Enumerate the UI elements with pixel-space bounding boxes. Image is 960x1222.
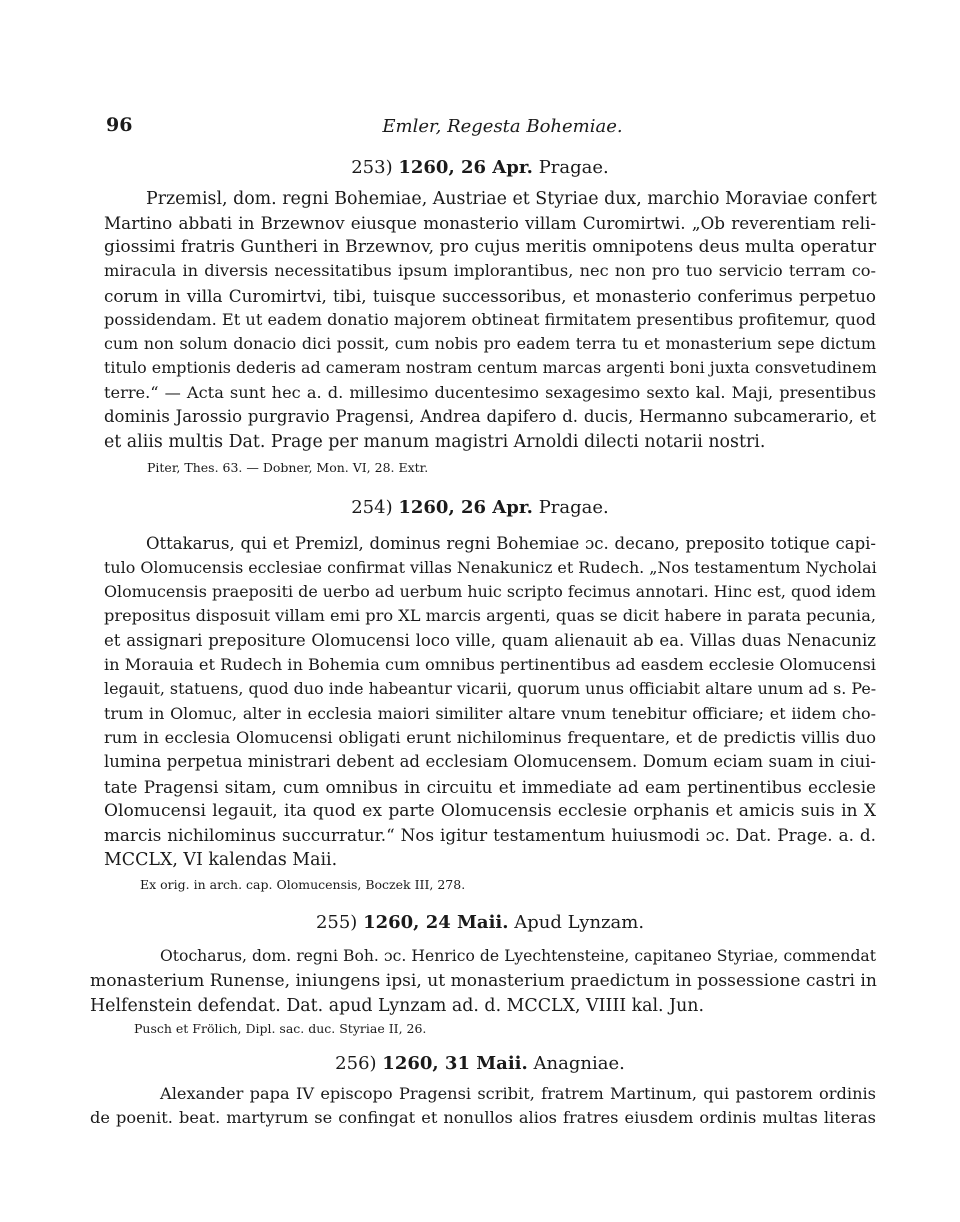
entry-255-source: Pusch et Frölich, Dipl. sac. duc. Styriae II, 26. [134, 1021, 427, 1036]
entry-254-line: in Morauia et Rudech in Bohemia cum omnibus pertinentibus ad easdem ecclesie Olomucensi [104, 655, 876, 674]
page-number: 96 [106, 114, 133, 136]
entry-255-line: Helfenstein defendat. Dat. apud Lynzam ad. d. MCCLX, VIIII kal. Jun. [90, 996, 705, 1016]
entry-place: Anagniae. [533, 1053, 625, 1074]
entry-254-line: marcis nichilominus succurratur.“ Nos igitur testamentum huiusmodi ɔc. Dat. Prage. a. d. [104, 825, 876, 845]
entry-254-line: Ottakarus, qui et Premizl, dominus regni Bohemiae ɔc. decano, preposito totique capi- [146, 534, 876, 553]
running-title: Emler, Regesta Bohemiae. [382, 116, 623, 137]
entry-254-line: lumina perpetua ministrari debent ad ecclesiam Olomucensem. Domum eciam suam in ciui- [104, 752, 876, 771]
entry-number: 255) [315, 912, 358, 933]
entry-253-line: Przemisl, dom. regni Bohemiae, Austriae et Styriae dux, marchio Moraviae confert [146, 189, 877, 209]
entry-254-line: rum in ecclesia Olomucensi obligati erunt nichilominus frequentare, et de predictis villis duo [104, 728, 876, 747]
entry-253-line: miracula in diversis necessitatibus ipsum implorantibus, nec non pro tuo servicio terram co- [104, 261, 876, 280]
entry-254-line: tulo Olomucensis ecclesiae confirmat villas Nenakunicz et Rudech. „Nos testamentum Nycholai [104, 558, 877, 577]
entry-date: 1260, 31 Maii. [382, 1053, 528, 1074]
entry-254-line: MCCLX, VI kalendas Maii. [104, 850, 338, 870]
entry-253-line: corum in villa Curomirtvi, tibi, tuisque successoribus, et monasterio conferimus perpetuo [104, 286, 876, 306]
entry-date: 1260, 24 Maii. [363, 912, 509, 933]
entry-254-line: Olomucensis praepositi de uerbo ad uerbum huic scripto fecimus annotari. Hinc est, quod idem [104, 582, 876, 601]
entry-255-line: monasterium Runense, iniungens ipsi, ut monasterium praedictum in possessione castri in [90, 971, 877, 991]
entry-254-source: Ex orig. in arch. cap. Olomucensis, Boczek III, 278. [140, 877, 466, 892]
entry-place: Pragae. [538, 497, 609, 518]
entry-253-line: et aliis multis Dat. Prage per manum magistri Arnoldi dilecti notarii nostri. [104, 432, 766, 452]
entry-place: Apud Lynzam. [514, 912, 645, 933]
entry-253-heading [0, 157, 960, 178]
entry-253-source: Piter, Thes. 63. — Dobner, Mon. VI, 28. Extr. [147, 460, 429, 475]
entry-number: 254) [351, 497, 393, 518]
entry-254-line: prepositus disposuit villam emi pro XL marcis argenti, quas se dicit habere in parata pecunia, [104, 606, 876, 625]
entry-253-line: titulo emptionis dederis ad cameram nostram centum marcas argenti boni juxta consvetudinem [104, 358, 877, 377]
entry-number: 253) [351, 157, 393, 178]
entry-256-heading [0, 1053, 960, 1074]
entry-number: 256) [335, 1053, 377, 1074]
entry-place: Pragae. [538, 157, 609, 178]
entry-253-line: giossimi fratris Guntheri in Brzewnov, pro cujus meritis omnipotens deus multa operatur [104, 237, 876, 257]
entry-253-line: Martino abbati in Brzewnov eiusque monasterio villam Curomirtwi. „Ob reverentiam reli- [104, 213, 876, 233]
entry-253-line: possidendam. Et ut eadem donatio majorem obtineat firmitatem presentibus profitemur, quod [104, 310, 876, 329]
entry-253-line: dominis Jarossio purgravio Pragensi, Andrea dapifero d. ducis, Hermanno subcamerario, et [104, 407, 876, 426]
entry-255-line: Otocharus, dom. regni Boh. ɔc. Henrico de Lyechtensteine, capitaneo Styriae, commendat [160, 947, 876, 965]
entry-254-line: tate Pragensi sitam, cum omnibus in circuitu et immediate ad eam pertinentibus ecclesie [104, 777, 876, 797]
entry-256-line: Alexander papa IV episcopo Pragensi scribit, fratrem Martinum, qui pastorem ordinis [160, 1084, 876, 1103]
entry-254-line: Olomucensi legauit, ita quod ex parte Olomucensis ecclesie orphanis et amicis suis in X [104, 801, 876, 821]
entry-254-line: legauit, statuens, quod duo inde habeantur vicarii, quorum unus officiabit altare unum ad s. Pe- [104, 679, 877, 698]
entry-255-heading [0, 912, 960, 933]
entry-date: 1260, 26 Apr. [398, 497, 533, 518]
entry-256-line: de poenit. beat. martyrum se confingat et nonullos alios fratres eiusdem ordinis multas literas [90, 1108, 876, 1127]
entry-254-line: et assignari prepositure Olomucensi loco ville, quam alienauit ab ea. Villas duas Nenacuniz [104, 631, 876, 650]
entry-date: 1260, 26 Apr. [398, 157, 533, 178]
entry-253-line: cum non solum donacio dici possit, cum nobis pro eadem terra tu et monasterium sepe dictum [104, 334, 876, 353]
entry-253-line: terre.“ — Acta sunt hec a. d. millesimo ducentesimo sexagesimo sexto kal. Maji, presentibus [104, 383, 876, 402]
entry-254-line: trum in Olomuc, alter in ecclesia maiori similiter altare vnum tenebitur officiare; et iidem cho- [104, 704, 876, 723]
entry-254-heading [0, 497, 960, 518]
